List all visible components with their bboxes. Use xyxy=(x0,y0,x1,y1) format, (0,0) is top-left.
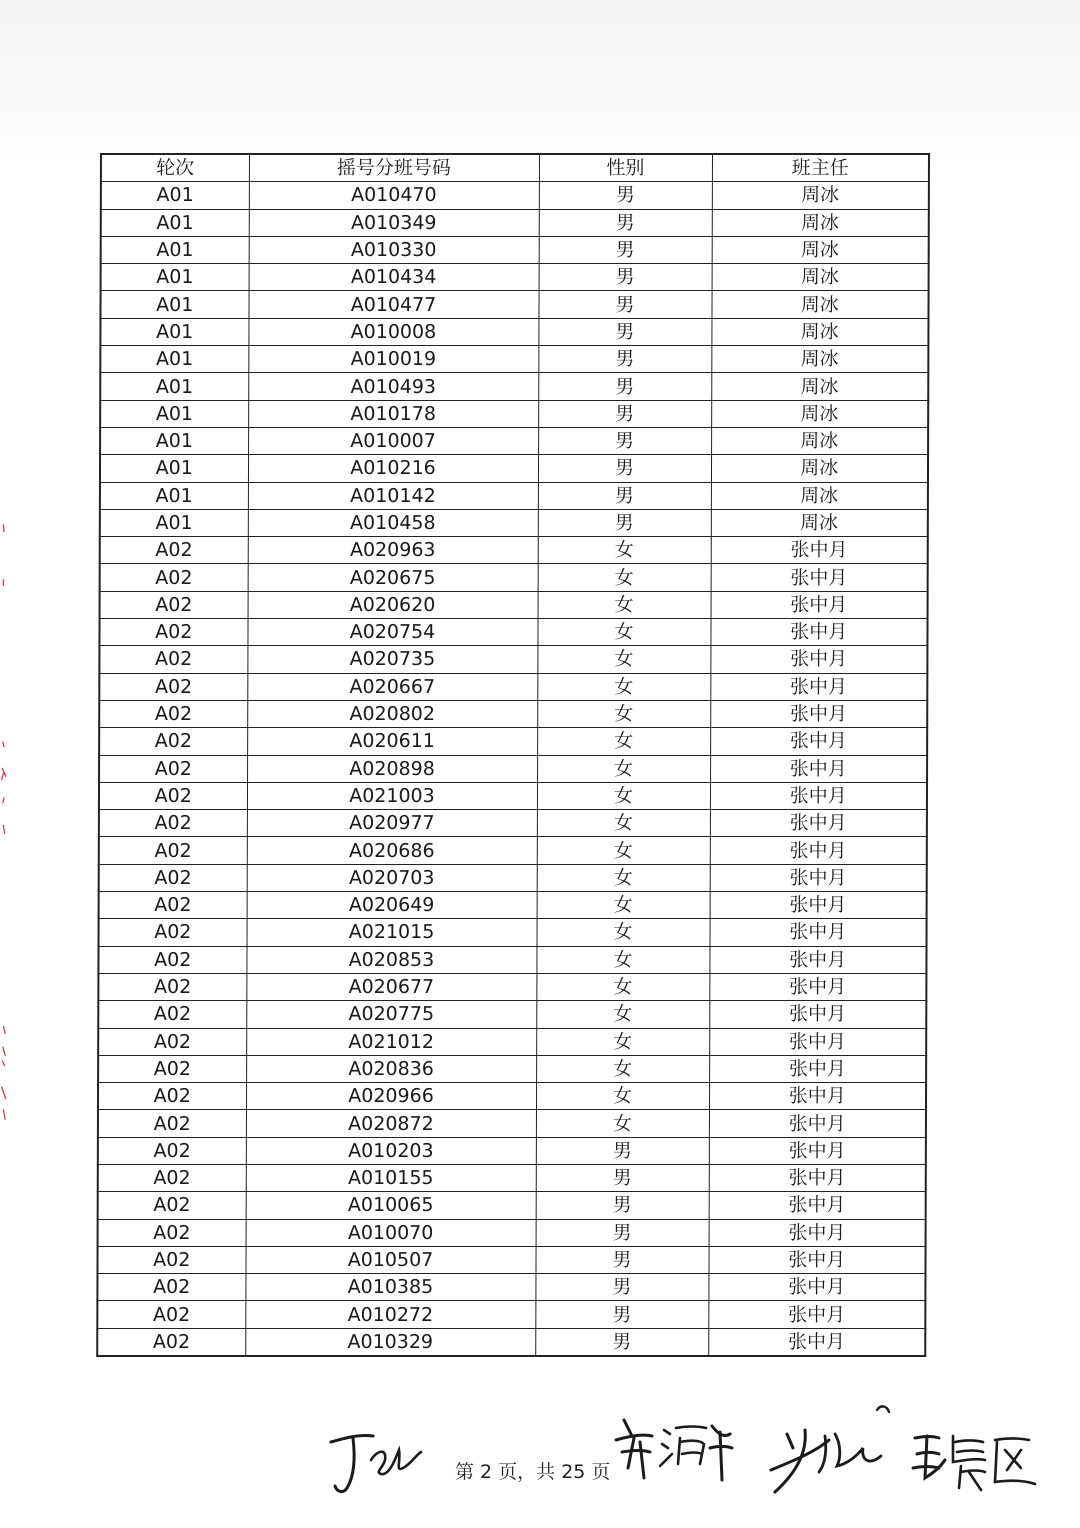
table-row xyxy=(101,236,929,263)
cell-round: A02 xyxy=(100,591,248,618)
cell-round: A02 xyxy=(97,1328,245,1356)
header-lottery-number: 摇号分班号码 xyxy=(249,154,539,182)
cell-gender: 女 xyxy=(536,946,709,973)
cell-gender: 男 xyxy=(538,455,711,482)
table-row xyxy=(98,1028,926,1055)
cell-head-teacher: 张中月 xyxy=(710,646,927,673)
cell-round: A01 xyxy=(101,264,249,291)
cell-head-teacher: 张中月 xyxy=(710,892,927,919)
signature-4 xyxy=(905,1422,1045,1502)
cell-head-teacher: 张中月 xyxy=(710,728,927,755)
table-row xyxy=(100,373,928,400)
table-row xyxy=(100,455,928,482)
cell-head-teacher: 张中月 xyxy=(709,1219,926,1246)
table-row xyxy=(99,700,927,727)
class-assignment-table xyxy=(96,153,930,1357)
cell-gender: 男 xyxy=(536,1192,709,1219)
table-row xyxy=(99,755,927,782)
table-row xyxy=(99,673,927,700)
cell-lottery-number: A010019 xyxy=(248,346,538,373)
cell-gender: 男 xyxy=(539,182,712,209)
cell-head-teacher: 周冰 xyxy=(711,291,928,318)
cell-round: A02 xyxy=(99,619,247,646)
cell-gender: 女 xyxy=(537,673,710,700)
cell-round: A02 xyxy=(98,1001,246,1028)
cell-lottery-number: A020853 xyxy=(246,946,536,973)
cell-head-teacher: 张中月 xyxy=(711,591,928,618)
cell-round: A02 xyxy=(98,973,246,1000)
page-footer xyxy=(0,1400,1080,1528)
cell-round: A02 xyxy=(99,728,247,755)
cell-head-teacher: 张中月 xyxy=(709,1028,926,1055)
cell-gender: 女 xyxy=(536,1110,709,1137)
cell-head-teacher: 张中月 xyxy=(711,537,928,564)
cell-lottery-number: A010008 xyxy=(248,318,538,345)
table-row xyxy=(98,1110,926,1137)
cell-head-teacher: 张中月 xyxy=(710,864,927,891)
cell-round: A02 xyxy=(98,1192,246,1219)
cell-gender: 男 xyxy=(538,482,711,509)
table-row xyxy=(98,946,926,973)
cell-gender: 女 xyxy=(536,1055,709,1082)
cell-gender: 女 xyxy=(537,864,710,891)
cell-gender: 女 xyxy=(538,537,711,564)
cell-gender: 男 xyxy=(536,1137,709,1164)
cell-lottery-number: A010477 xyxy=(248,291,538,318)
cell-round: A02 xyxy=(99,864,247,891)
cell-head-teacher: 周冰 xyxy=(712,182,929,209)
cell-head-teacher: 周冰 xyxy=(711,509,928,536)
cell-round: A01 xyxy=(100,373,248,400)
cell-round: A01 xyxy=(101,209,249,236)
cell-head-teacher: 周冰 xyxy=(711,373,928,400)
cell-round: A02 xyxy=(99,837,247,864)
cell-gender: 男 xyxy=(536,1164,709,1191)
cell-head-teacher: 张中月 xyxy=(710,782,927,809)
cell-gender: 女 xyxy=(537,728,710,755)
cell-gender: 女 xyxy=(537,837,710,864)
cell-head-teacher: 张中月 xyxy=(708,1246,925,1273)
cell-gender: 女 xyxy=(536,1083,709,1110)
cell-lottery-number: A020872 xyxy=(246,1110,536,1137)
cell-round: A02 xyxy=(100,537,248,564)
cell-lottery-number: A010007 xyxy=(248,427,538,454)
cell-lottery-number: A020963 xyxy=(248,537,538,564)
cell-round: A02 xyxy=(99,782,247,809)
cell-lottery-number: A010385 xyxy=(245,1274,535,1301)
cell-head-teacher: 张中月 xyxy=(710,673,927,700)
table-row xyxy=(98,1164,926,1191)
cell-head-teacher: 周冰 xyxy=(711,318,928,345)
table-row xyxy=(97,1328,925,1356)
header-gender: 性别 xyxy=(539,154,712,182)
cell-lottery-number: A020775 xyxy=(246,1001,536,1028)
cell-round: A01 xyxy=(100,346,248,373)
table-row xyxy=(98,1001,926,1028)
cell-round: A02 xyxy=(99,892,247,919)
cell-head-teacher: 张中月 xyxy=(709,1137,926,1164)
cell-head-teacher: 张中月 xyxy=(708,1274,925,1301)
cell-gender: 男 xyxy=(538,373,711,400)
table-row xyxy=(99,837,927,864)
cell-gender: 男 xyxy=(535,1274,708,1301)
cell-round: A02 xyxy=(98,1055,246,1082)
cell-round: A02 xyxy=(98,1110,246,1137)
cell-lottery-number: A010329 xyxy=(245,1328,535,1356)
table-row xyxy=(98,1137,926,1164)
cell-gender: 女 xyxy=(537,755,710,782)
cell-head-teacher: 张中月 xyxy=(709,1001,926,1028)
cell-round: A02 xyxy=(99,810,247,837)
cell-gender: 男 xyxy=(539,209,712,236)
cell-round: A01 xyxy=(100,400,248,427)
cell-head-teacher: 张中月 xyxy=(708,1301,925,1328)
cell-round: A02 xyxy=(99,646,247,673)
cell-head-teacher: 张中月 xyxy=(710,619,927,646)
cell-round: A02 xyxy=(97,1301,245,1328)
cell-gender: 男 xyxy=(538,427,711,454)
cell-lottery-number: A010065 xyxy=(246,1192,536,1219)
table-row xyxy=(100,537,928,564)
cell-gender: 男 xyxy=(535,1301,708,1328)
cell-lottery-number: A010142 xyxy=(248,482,538,509)
cell-lottery-number: A010070 xyxy=(246,1219,536,1246)
table-row xyxy=(98,1055,926,1082)
table-row xyxy=(99,864,927,891)
cell-gender: 女 xyxy=(537,782,710,809)
class-assignment-table-container xyxy=(96,153,928,1357)
cell-round: A02 xyxy=(99,700,247,727)
cell-head-teacher: 周冰 xyxy=(711,482,928,509)
cell-lottery-number: A020611 xyxy=(247,728,537,755)
cell-head-teacher: 周冰 xyxy=(711,427,928,454)
cell-lottery-number: A020898 xyxy=(247,755,537,782)
cell-head-teacher: 张中月 xyxy=(709,1083,926,1110)
cell-gender: 女 xyxy=(538,591,711,618)
cell-round: A01 xyxy=(100,291,248,318)
cell-head-teacher: 周冰 xyxy=(711,346,928,373)
table-row xyxy=(98,973,926,1000)
cell-head-teacher: 张中月 xyxy=(710,837,927,864)
table-row xyxy=(100,427,928,454)
table-row xyxy=(100,318,928,345)
cell-gender: 男 xyxy=(535,1328,708,1356)
cell-round: A02 xyxy=(98,1164,246,1191)
table-row xyxy=(101,182,929,209)
cell-gender: 女 xyxy=(538,564,711,591)
cell-lottery-number: A010178 xyxy=(248,400,538,427)
cell-head-teacher: 张中月 xyxy=(710,755,927,782)
cell-gender: 女 xyxy=(537,700,710,727)
table-row xyxy=(99,810,927,837)
cell-gender: 女 xyxy=(537,646,710,673)
cell-round: A02 xyxy=(99,673,247,700)
cell-round: A02 xyxy=(99,919,247,946)
cell-lottery-number: A020836 xyxy=(246,1055,536,1082)
cell-gender: 男 xyxy=(538,291,711,318)
cell-lottery-number: A010458 xyxy=(248,509,538,536)
cell-round: A01 xyxy=(100,318,248,345)
stamp-edge-marks xyxy=(0,290,8,1370)
cell-head-teacher: 张中月 xyxy=(709,1164,926,1191)
cell-lottery-number: A010203 xyxy=(246,1137,536,1164)
cell-round: A02 xyxy=(97,1274,245,1301)
page-number: 第 2 页，共 25 页 xyxy=(455,1461,611,1483)
cell-round: A02 xyxy=(98,946,246,973)
cell-lottery-number: A021012 xyxy=(246,1028,536,1055)
cell-lottery-number: A010434 xyxy=(249,264,539,291)
cell-lottery-number: A020620 xyxy=(248,591,538,618)
cell-round: A01 xyxy=(101,182,249,209)
cell-lottery-number: A010470 xyxy=(249,182,539,209)
table-row xyxy=(99,919,927,946)
table-row xyxy=(99,782,927,809)
cell-lottery-number: A020703 xyxy=(247,864,537,891)
cell-head-teacher: 周冰 xyxy=(712,264,929,291)
cell-head-teacher: 张中月 xyxy=(709,1055,926,1082)
cell-lottery-number: A020686 xyxy=(247,837,537,864)
cell-lottery-number: A010216 xyxy=(248,455,538,482)
cell-gender: 男 xyxy=(538,346,711,373)
cell-lottery-number: A020667 xyxy=(247,673,537,700)
cell-round: A01 xyxy=(100,482,248,509)
cell-lottery-number: A020649 xyxy=(247,892,537,919)
cell-round: A01 xyxy=(101,236,249,263)
cell-gender: 女 xyxy=(537,919,710,946)
cell-round: A01 xyxy=(100,455,248,482)
signature-1 xyxy=(325,1420,435,1500)
cell-head-teacher: 周冰 xyxy=(711,455,928,482)
header-head-teacher: 班主任 xyxy=(712,154,929,182)
cell-lottery-number: A020735 xyxy=(247,646,537,673)
cell-head-teacher: 张中月 xyxy=(710,919,927,946)
table-row xyxy=(100,591,928,618)
signature-3 xyxy=(765,1400,905,1500)
table-row xyxy=(101,209,929,236)
table-row xyxy=(100,509,928,536)
table-row xyxy=(100,564,928,591)
cell-round: A02 xyxy=(97,1246,245,1273)
cell-gender: 男 xyxy=(538,400,711,427)
cell-head-teacher: 周冰 xyxy=(712,209,929,236)
table-row xyxy=(97,1246,925,1273)
table-row xyxy=(97,1301,925,1328)
cell-head-teacher: 张中月 xyxy=(711,564,928,591)
cell-lottery-number: A010272 xyxy=(245,1301,535,1328)
cell-gender: 女 xyxy=(537,810,710,837)
cell-round: A01 xyxy=(100,427,248,454)
cell-lottery-number: A020977 xyxy=(247,810,537,837)
cell-lottery-number: A010349 xyxy=(249,209,539,236)
cell-gender: 男 xyxy=(539,236,712,263)
cell-lottery-number: A021003 xyxy=(247,782,537,809)
table-row xyxy=(100,400,928,427)
cell-lottery-number: A020754 xyxy=(247,619,537,646)
cell-head-teacher: 张中月 xyxy=(710,810,927,837)
cell-head-teacher: 张中月 xyxy=(708,1328,925,1356)
cell-head-teacher: 张中月 xyxy=(710,700,927,727)
cell-head-teacher: 张中月 xyxy=(709,946,926,973)
table-row xyxy=(99,619,927,646)
cell-gender: 女 xyxy=(536,1001,709,1028)
cell-round: A02 xyxy=(98,1028,246,1055)
cell-gender: 女 xyxy=(537,892,710,919)
cell-gender: 女 xyxy=(536,973,709,1000)
cell-head-teacher: 张中月 xyxy=(709,973,926,1000)
cell-round: A01 xyxy=(100,509,248,536)
table-header-row xyxy=(101,154,929,182)
cell-head-teacher: 周冰 xyxy=(711,400,928,427)
cell-round: A02 xyxy=(98,1083,246,1110)
cell-round: A02 xyxy=(99,755,247,782)
cell-gender: 男 xyxy=(539,264,712,291)
table-row xyxy=(99,646,927,673)
cell-gender: 女 xyxy=(536,1028,709,1055)
table-row xyxy=(98,1192,926,1219)
cell-gender: 女 xyxy=(537,619,710,646)
cell-head-teacher: 张中月 xyxy=(709,1110,926,1137)
cell-lottery-number: A020677 xyxy=(246,973,536,1000)
table-body xyxy=(97,182,929,1356)
table-row xyxy=(97,1274,925,1301)
cell-lottery-number: A020802 xyxy=(247,700,537,727)
table-row xyxy=(100,346,928,373)
cell-lottery-number: A010155 xyxy=(246,1164,536,1191)
cell-round: A02 xyxy=(98,1137,246,1164)
table-row xyxy=(98,1219,926,1246)
table-row xyxy=(98,1083,926,1110)
cell-round: A02 xyxy=(100,564,248,591)
table-row xyxy=(99,892,927,919)
cell-lottery-number: A010507 xyxy=(245,1246,535,1273)
cell-lottery-number: A020966 xyxy=(246,1083,536,1110)
cell-head-teacher: 张中月 xyxy=(709,1192,926,1219)
cell-lottery-number: A010330 xyxy=(249,236,539,263)
table-row xyxy=(99,728,927,755)
cell-head-teacher: 周冰 xyxy=(712,236,929,263)
cell-lottery-number: A020675 xyxy=(248,564,538,591)
cell-gender: 男 xyxy=(538,509,711,536)
cell-gender: 男 xyxy=(535,1246,708,1273)
header-round: 轮次 xyxy=(101,154,249,182)
table-row xyxy=(100,291,928,318)
signature-2 xyxy=(610,1408,740,1488)
cell-lottery-number: A021015 xyxy=(247,919,537,946)
cell-lottery-number: A010493 xyxy=(248,373,538,400)
table-row xyxy=(100,482,928,509)
table-row xyxy=(101,264,929,291)
cell-gender: 男 xyxy=(536,1219,709,1246)
cell-round: A02 xyxy=(98,1219,246,1246)
cell-gender: 男 xyxy=(538,318,711,345)
